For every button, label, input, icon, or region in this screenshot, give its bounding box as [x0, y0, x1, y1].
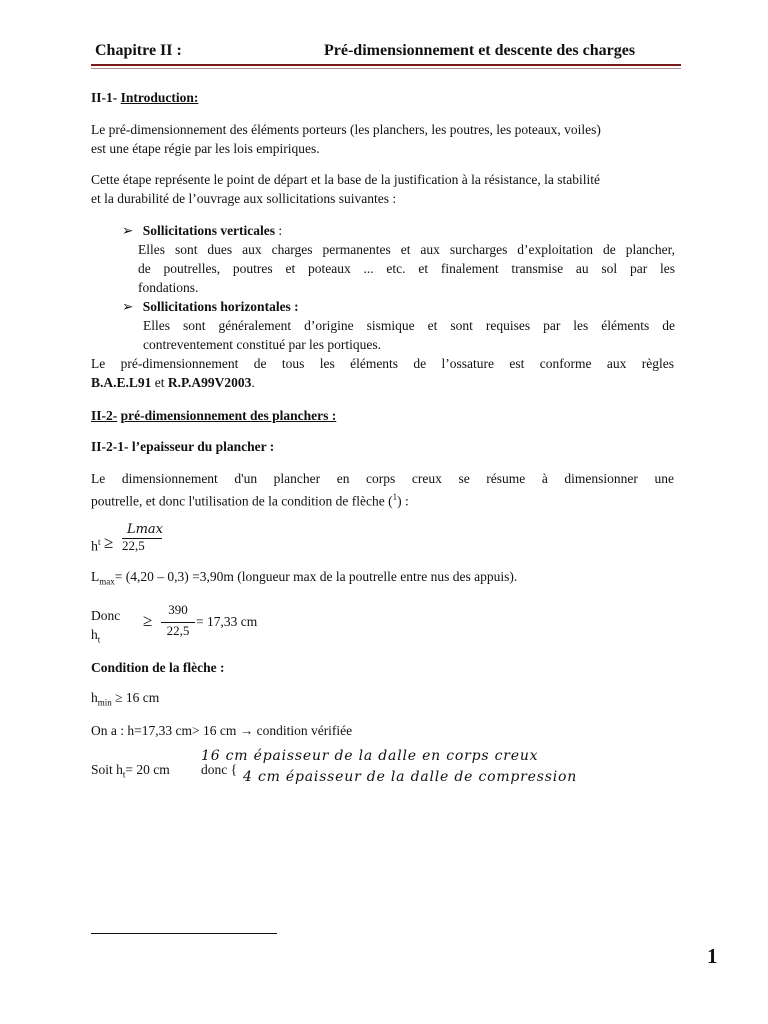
rule-bael: B.A.E.L91 — [91, 375, 152, 390]
footnote-rule — [91, 933, 277, 934]
numerator: 390 — [168, 602, 188, 617]
var-l: L — [91, 569, 100, 584]
text-line — [91, 488, 674, 511]
var-sub: max — [99, 576, 115, 587]
paragraph-rules — [91, 354, 674, 392]
var-sub: t — [97, 634, 101, 645]
geq-symbol: ≥ — [104, 533, 114, 552]
text-line: Le pré-dimensionnement de tous les éléments de l’ossature est conforme aux règles — [91, 356, 674, 371]
geq-symbol: ≥ — [143, 611, 153, 630]
chapter-label: Chapitre II : — [95, 42, 182, 59]
text-run: Soit h — [91, 762, 123, 777]
text-line: fondations. — [138, 280, 199, 295]
text-run: = 20 cm — [125, 762, 170, 777]
denominator: 22,5 — [166, 623, 190, 638]
text-run: ) : — [397, 493, 409, 509]
page-number: 1 — [707, 944, 718, 968]
condition-heading: Condition de la flèche : — [91, 660, 225, 675]
var-h: h — [91, 690, 98, 705]
connector: et — [151, 375, 168, 390]
eq-result: = 17,33 cm — [196, 614, 258, 629]
bullet-arrow-icon: ➢ — [122, 299, 134, 314]
rule-rpa: R.P.A99V2003 — [167, 375, 252, 390]
denominator: 22,5 — [122, 538, 145, 553]
section-heading-planchers — [91, 406, 674, 425]
bullet-vertical — [122, 221, 282, 240]
bullet-horizontal-body — [143, 316, 675, 354]
eq-ht — [91, 537, 101, 556]
donc-brace: donc { — [201, 762, 238, 777]
eq-donc — [91, 606, 120, 650]
fraction-390 — [161, 602, 195, 639]
text-donc: Donc — [91, 608, 121, 623]
section-title: pré-dimensionnement des planchers : — [120, 408, 337, 423]
text-line: Cette étape représente le point de départ et la base de la justification à la résistance, la stabilité — [91, 172, 601, 187]
period: . — [251, 375, 255, 390]
slab-thickness-line-2: 4 cm épaisseur de la dalle de compression — [243, 769, 578, 785]
lmax-line — [91, 567, 517, 592]
section-number: II-1- — [91, 90, 118, 105]
footnote-ref: 1 — [392, 492, 398, 502]
soit-line — [91, 762, 170, 780]
text-line: et la durabilité de l’ouvrage aux sollicitations suivantes : — [91, 191, 397, 206]
section-number: II-2- — [91, 408, 118, 423]
text-run: poutrelle, et donc l'utilisation de la condition de flèche ( — [91, 493, 393, 509]
bullet-title: Sollicitations verticales — [142, 223, 276, 238]
numerator: Lmax — [126, 522, 164, 537]
var-sub: t — [122, 769, 126, 780]
text-line: Elles sont dues aux charges permanentes et aux surcharges d’exploitation de plancher, — [138, 242, 675, 257]
text-run: ≥ 16 cm — [111, 690, 160, 705]
paragraph-stage — [91, 170, 674, 208]
section-title: Introduction: — [120, 90, 199, 105]
hmin-line — [91, 690, 159, 708]
bullet-vertical-body — [138, 240, 675, 297]
slab-thickness-line-1: 16 cm épaisseur de la dalle en corps creux — [201, 748, 539, 764]
var-sub: t — [98, 537, 101, 547]
paragraph-flexion — [91, 469, 674, 511]
verification-line: On a : h=17,33 cm> 16 cm → condition vérifiée — [91, 723, 353, 738]
text-run: = (4,20 – 0,3) =3,90m (longueur max de la poutrelle entre nus des appuis). — [114, 569, 518, 584]
bullet-horizontal — [122, 297, 299, 316]
text-line: de poutrelles, poutres et poteaux ... etc. et finalement transmise au sol par les — [138, 261, 675, 276]
paragraph-intro — [91, 120, 674, 158]
header-rule — [91, 64, 681, 66]
text-line: Elles sont généralement d’origine sismique et sont requises par les éléments de — [143, 318, 675, 333]
text-line: est une étape régie par les lois empiriques. — [91, 141, 320, 156]
var-h: h — [91, 539, 98, 555]
var-sub: min — [97, 697, 112, 708]
fraction-lmax — [122, 522, 168, 553]
text-line: Le dimensionnement d'un plancher en corps creux se résume à dimensionner une — [91, 471, 674, 486]
bullet-colon: : — [275, 223, 283, 238]
bullet-arrow-icon: ➢ — [122, 223, 134, 238]
subsection-heading: II-2-1- l’epaisseur du plancher : — [91, 439, 275, 454]
chapter-title: Pré-dimensionnement et descente des charges — [324, 42, 636, 59]
text-line — [91, 373, 674, 392]
text-line: contreventement constitué par les portiques. — [143, 337, 382, 352]
var-h: h — [91, 627, 98, 642]
bullet-title: Sollicitations horizontales : — [142, 299, 299, 314]
section-heading-introduction — [91, 88, 674, 107]
text-line: Le pré-dimensionnement des éléments porteurs (les planchers, les poutres, les poteaux, voiles) — [91, 122, 601, 137]
header-rule-thin — [91, 68, 681, 69]
